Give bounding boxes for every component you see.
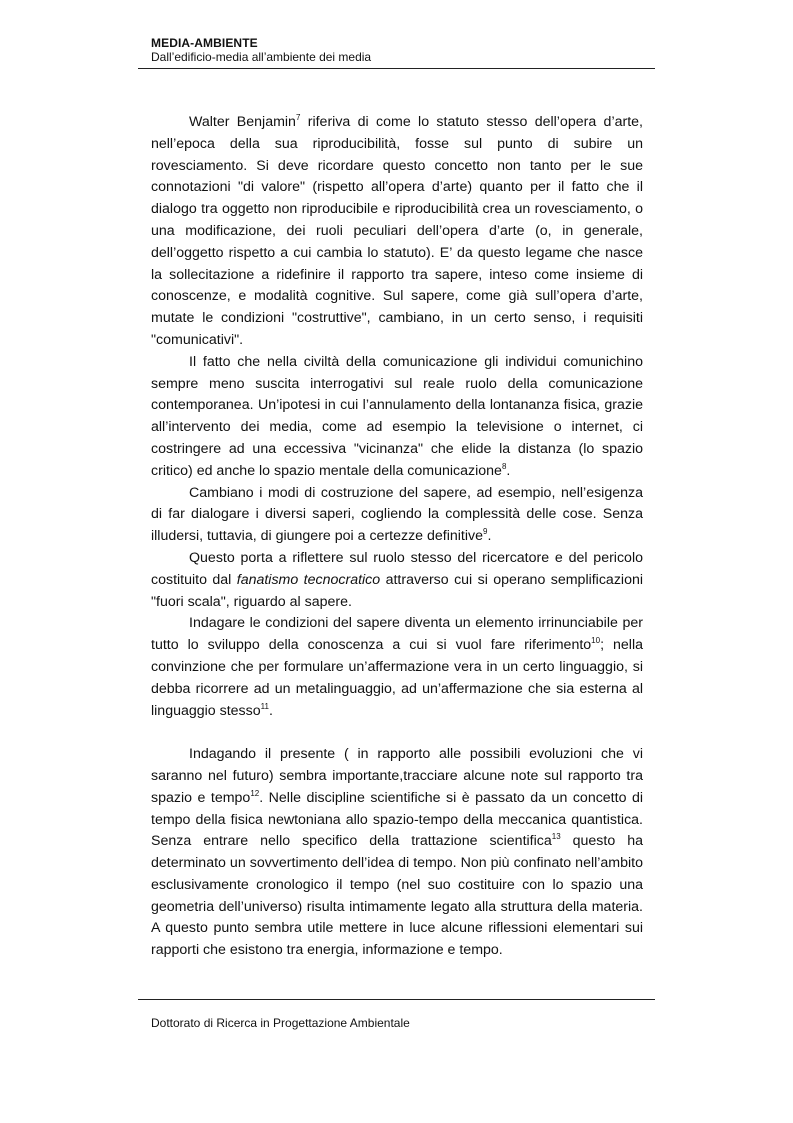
footnote-ref: 10 — [591, 636, 601, 646]
paragraph-text: . — [268, 702, 273, 719]
header-rule — [138, 68, 655, 69]
paragraph-text: Indagando il presente ( in rapporto alle possibili evoluzioni che vi saranno nel futuro) sembra importante,tracciare alcune note sul rapporto tra spazio e tempo — [151, 746, 643, 806]
page-header — [151, 36, 655, 65]
paragraph-text: . — [487, 528, 492, 545]
paragraph — [151, 548, 643, 613]
paragraph — [151, 352, 643, 483]
paragraph-text: attraverso cui si operano semplificazioni "fuori scala", riguardo al sapere. — [151, 571, 643, 610]
footnote-ref: 12 — [250, 788, 260, 798]
paragraph-text: riferiva di come lo statuto stesso dell’opera d’arte, nell’epoca della sua riproducibilità, fosse sul punto di subire un rovesciamento. Si deve ricordare questo concetto non tanto per le sue connotazioni "di valore" (rispetto all’opera d’arte) quanto per il fatto che il dialogo tra oggetto non riproducibile e riproducibilità crea un rovesciamento, o una modificazione, dei ruoli peculiari dell’opera d’arte (o, in generale, dell’oggetto rispetto a cui cambia lo statuto). E’ da questo legame che nasce la sollecitazione a ridefinire il rapporto tra sapere, inteso come insieme di conoscenze, e modalità cognitive. Sul sapere, come già sull’opera d’arte, mutate le condizioni "costruttive", cambiano, in un certo senso, i requisiti "comunicativi". — [151, 114, 643, 348]
paragraph-text: . — [506, 462, 511, 479]
footnote-ref: 13 — [551, 832, 561, 842]
paragraph-text: Il fatto che nella civiltà della comunicazione gli individui comunichino sempre meno suscita interrogativi sul reale ruolo della comunicazione contemporanea. Un’ipotesi in cui l’annulamento della lontananza fisica, grazie all’intervento dei media, come ad esempio la televisione o internet, ci costringere ad una eccessiva "vicinanza" che elide la distanza (lo spazio critico) ed anche lo spazio mentale della comunicazione — [151, 353, 643, 479]
header-subtitle: Dall’edificio-media all’ambiente dei media — [151, 50, 372, 64]
footnote-ref: 11 — [260, 701, 269, 711]
paragraph-text: . Nelle discipline scientifiche si è passato da un concetto di tempo della fisica newtoniana allo spazio-tempo della meccanica quantistica. Senza entrare nello specifico della trattazione scientifica — [151, 789, 643, 850]
footnote-ref: 9 — [483, 527, 488, 537]
footnote-ref: 7 — [295, 113, 301, 122]
paragraph-text: questo ha determinato un sovvertimento dell’idea di tempo. Non più confinato nell’ambito esclusivamente cronologico il tempo (nel suo costituire con lo spazio una geometria dell’universo) risulta intimamente legato alla struttura della materia. A questo punto sembra utile mettere in luce alcune riflessioni elementari sui rapporti che esistono tra energia, informazione e tempo. — [151, 833, 643, 959]
body-text — [151, 112, 643, 962]
paragraph-text: Cambiano i modi di costruzione del sapere, ad esempio, nell’esigenza di far dialogare i diversi saperi, cogliendo la complessità delle cose. Senza illudersi, tuttavia, di giungere poi a certezze definitive — [151, 484, 643, 545]
paragraph — [151, 112, 643, 352]
footnote-ref: 8 — [501, 461, 507, 471]
footer-rule — [138, 999, 655, 1000]
page-footer: Dottorato di Ricerca in Progettazione Ambientale — [151, 1016, 410, 1030]
header-title: MEDIA-AMBIENTE — [151, 36, 258, 50]
paragraph-text: Walter Benjamin — [189, 114, 296, 130]
paragraph-text: Indagare le condizioni del sapere diventa un elemento irrinunciabile per tutto lo sviluppo della conoscenza a cui si vuol fare riferimento — [151, 615, 643, 654]
paragraph — [151, 483, 643, 548]
paragraph — [151, 744, 643, 962]
paragraph-text: ; nella convinzione che per formulare un’affermazione vera in un certo linguaggio, si debba ricorrere ad un metalinguaggio, ad un’affermazione che sia esterna al linguaggio stesso — [151, 637, 643, 719]
paragraph — [151, 613, 643, 722]
paragraph-text: Questo porta a riflettere sul ruolo stesso del ricercatore e del pericolo costituito dal — [151, 549, 643, 588]
emphasis-text: fanatismo tecnocratico — [236, 571, 381, 588]
